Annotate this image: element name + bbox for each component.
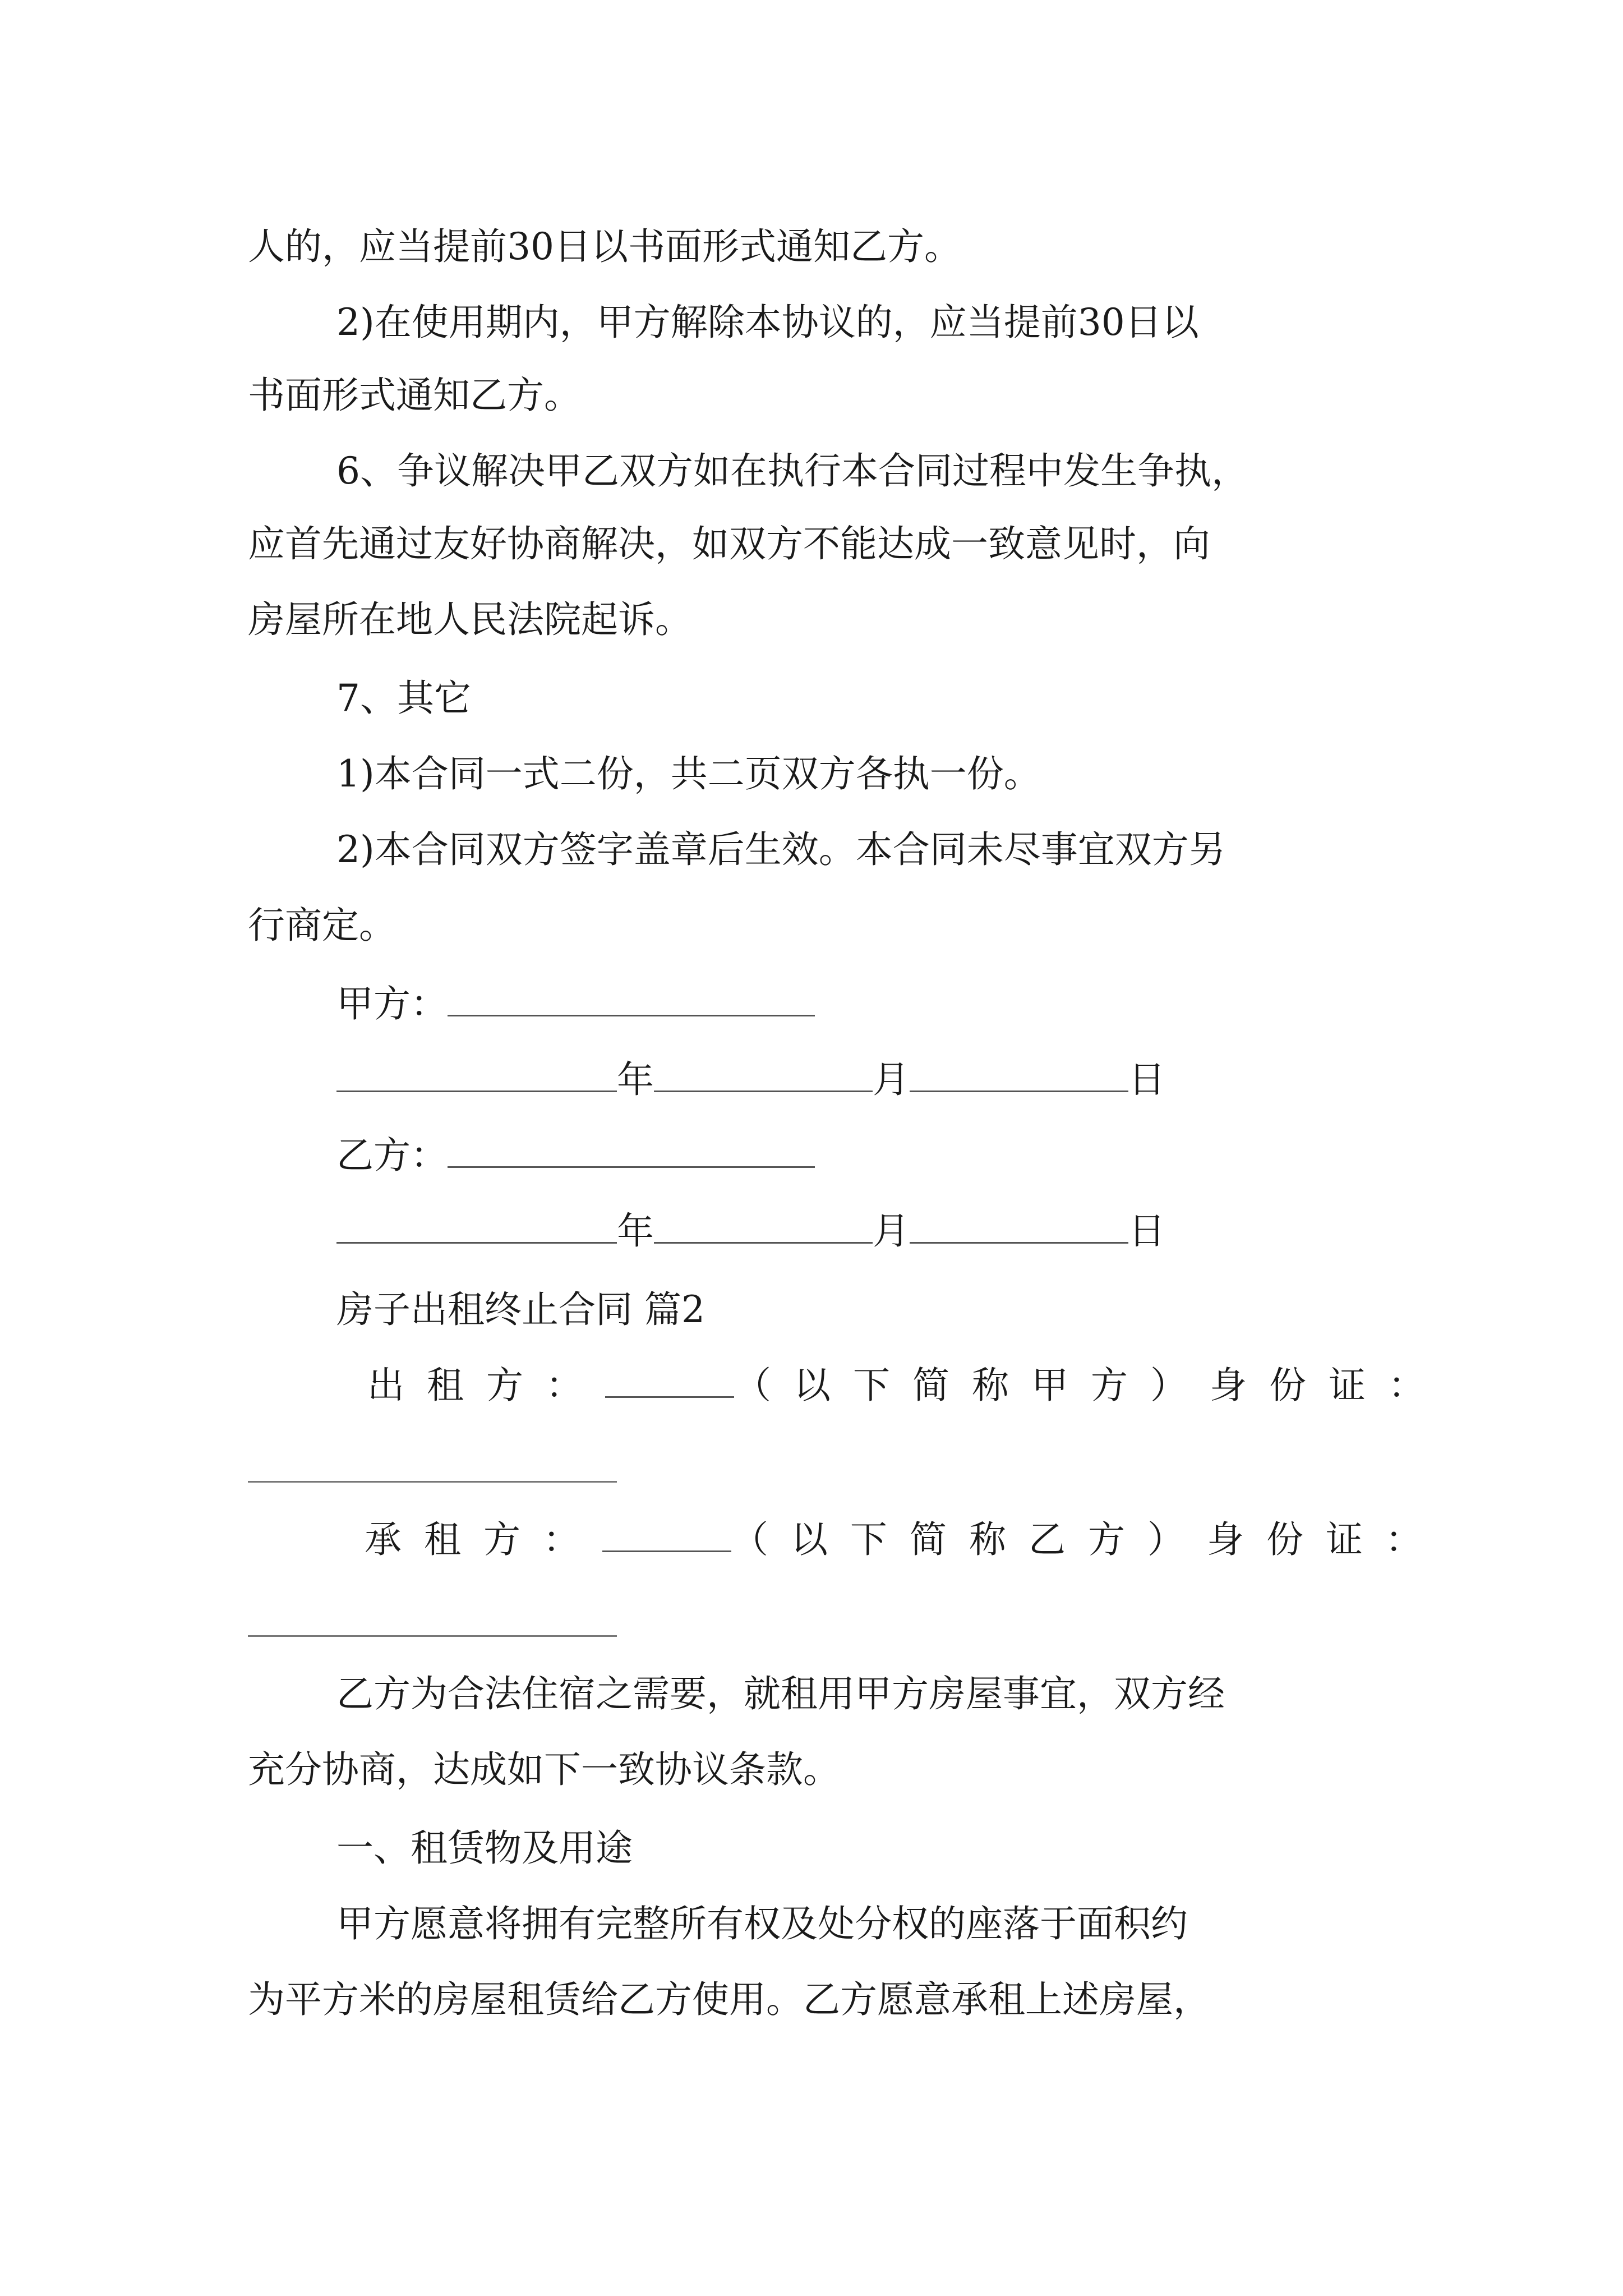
day-label: 日 (1128, 1209, 1165, 1253)
clause-7-title: 7、其它 (336, 677, 471, 720)
lessor-id-blank (248, 1481, 617, 1483)
month-label: 月 (873, 1209, 910, 1253)
party-b-blank (448, 1133, 815, 1168)
lessor-name-blank (605, 1363, 734, 1398)
text-line: 为平方米的房屋租赁给乙方使用。乙方愿意承租上述房屋， (248, 1978, 1210, 2021)
clause-5-2: 2)在使用期内，甲方解除本协议的，应当提前30日以 (336, 301, 1199, 344)
lessee-id-blank (248, 1635, 617, 1637)
text-line: 书面形式通知乙方。 (248, 374, 581, 417)
party-a-blank (448, 981, 815, 1016)
lessee-line (365, 1515, 1445, 1565)
text-line: 充分协商，达成如下一致协议条款。 (248, 1748, 840, 1791)
day-blank (910, 1208, 1128, 1244)
section-heading: 房子出租终止合同 篇2 (336, 1288, 705, 1331)
month-blank (654, 1208, 873, 1244)
month-label: 月 (873, 1058, 910, 1101)
section-1-title: 一、租赁物及用途 (336, 1826, 633, 1870)
lessor-line (367, 1360, 1447, 1411)
lessee-name-blank (602, 1517, 731, 1552)
text-line: 房屋所在地人民法院起诉。 (248, 598, 692, 641)
text-line: 人的，应当提前30日以书面形式通知乙方。 (248, 225, 961, 268)
text-line: 应首先通过友好协商解决，如双方不能达成一致意见时，向 (248, 522, 1210, 565)
party-a-signature (336, 979, 815, 1029)
clause-7-1: 1)本合同一式二份，共二页双方各执一份。 (336, 752, 1041, 795)
lessor-label: 出租方： (367, 1364, 605, 1407)
lessee-note: （以下简称乙方）身份证： (731, 1518, 1445, 1561)
month-blank (654, 1057, 873, 1092)
lessee-label: 承租方： (365, 1518, 602, 1561)
day-label: 日 (1128, 1058, 1165, 1101)
text-line: 行商定。 (248, 904, 396, 947)
party-b-label: 乙方： (336, 1134, 448, 1177)
party-b-signature (336, 1130, 815, 1181)
day-blank (910, 1057, 1128, 1092)
party-b-date (336, 1206, 1165, 1257)
party-a-date (336, 1055, 1165, 1105)
paragraph-lease: 甲方愿意将拥有完整所有权及处分权的座落于面积约 (336, 1902, 1188, 1945)
clause-6-title: 6、争议解决甲乙双方如在执行本合同过程中发生争执， (336, 449, 1248, 493)
paragraph-intro: 乙方为合法住宿之需要，就租用甲方房屋事宜，双方经 (336, 1672, 1225, 1715)
year-blank (336, 1208, 617, 1244)
lessor-note: （以下简称甲方）身份证： (734, 1364, 1447, 1407)
clause-7-2: 2)本合同双方签字盖章后生效。本合同未尽事宜双方另 (336, 828, 1226, 871)
year-label: 年 (617, 1209, 654, 1253)
year-label: 年 (617, 1058, 654, 1101)
year-blank (336, 1057, 617, 1092)
party-a-label: 甲方： (336, 982, 448, 1025)
